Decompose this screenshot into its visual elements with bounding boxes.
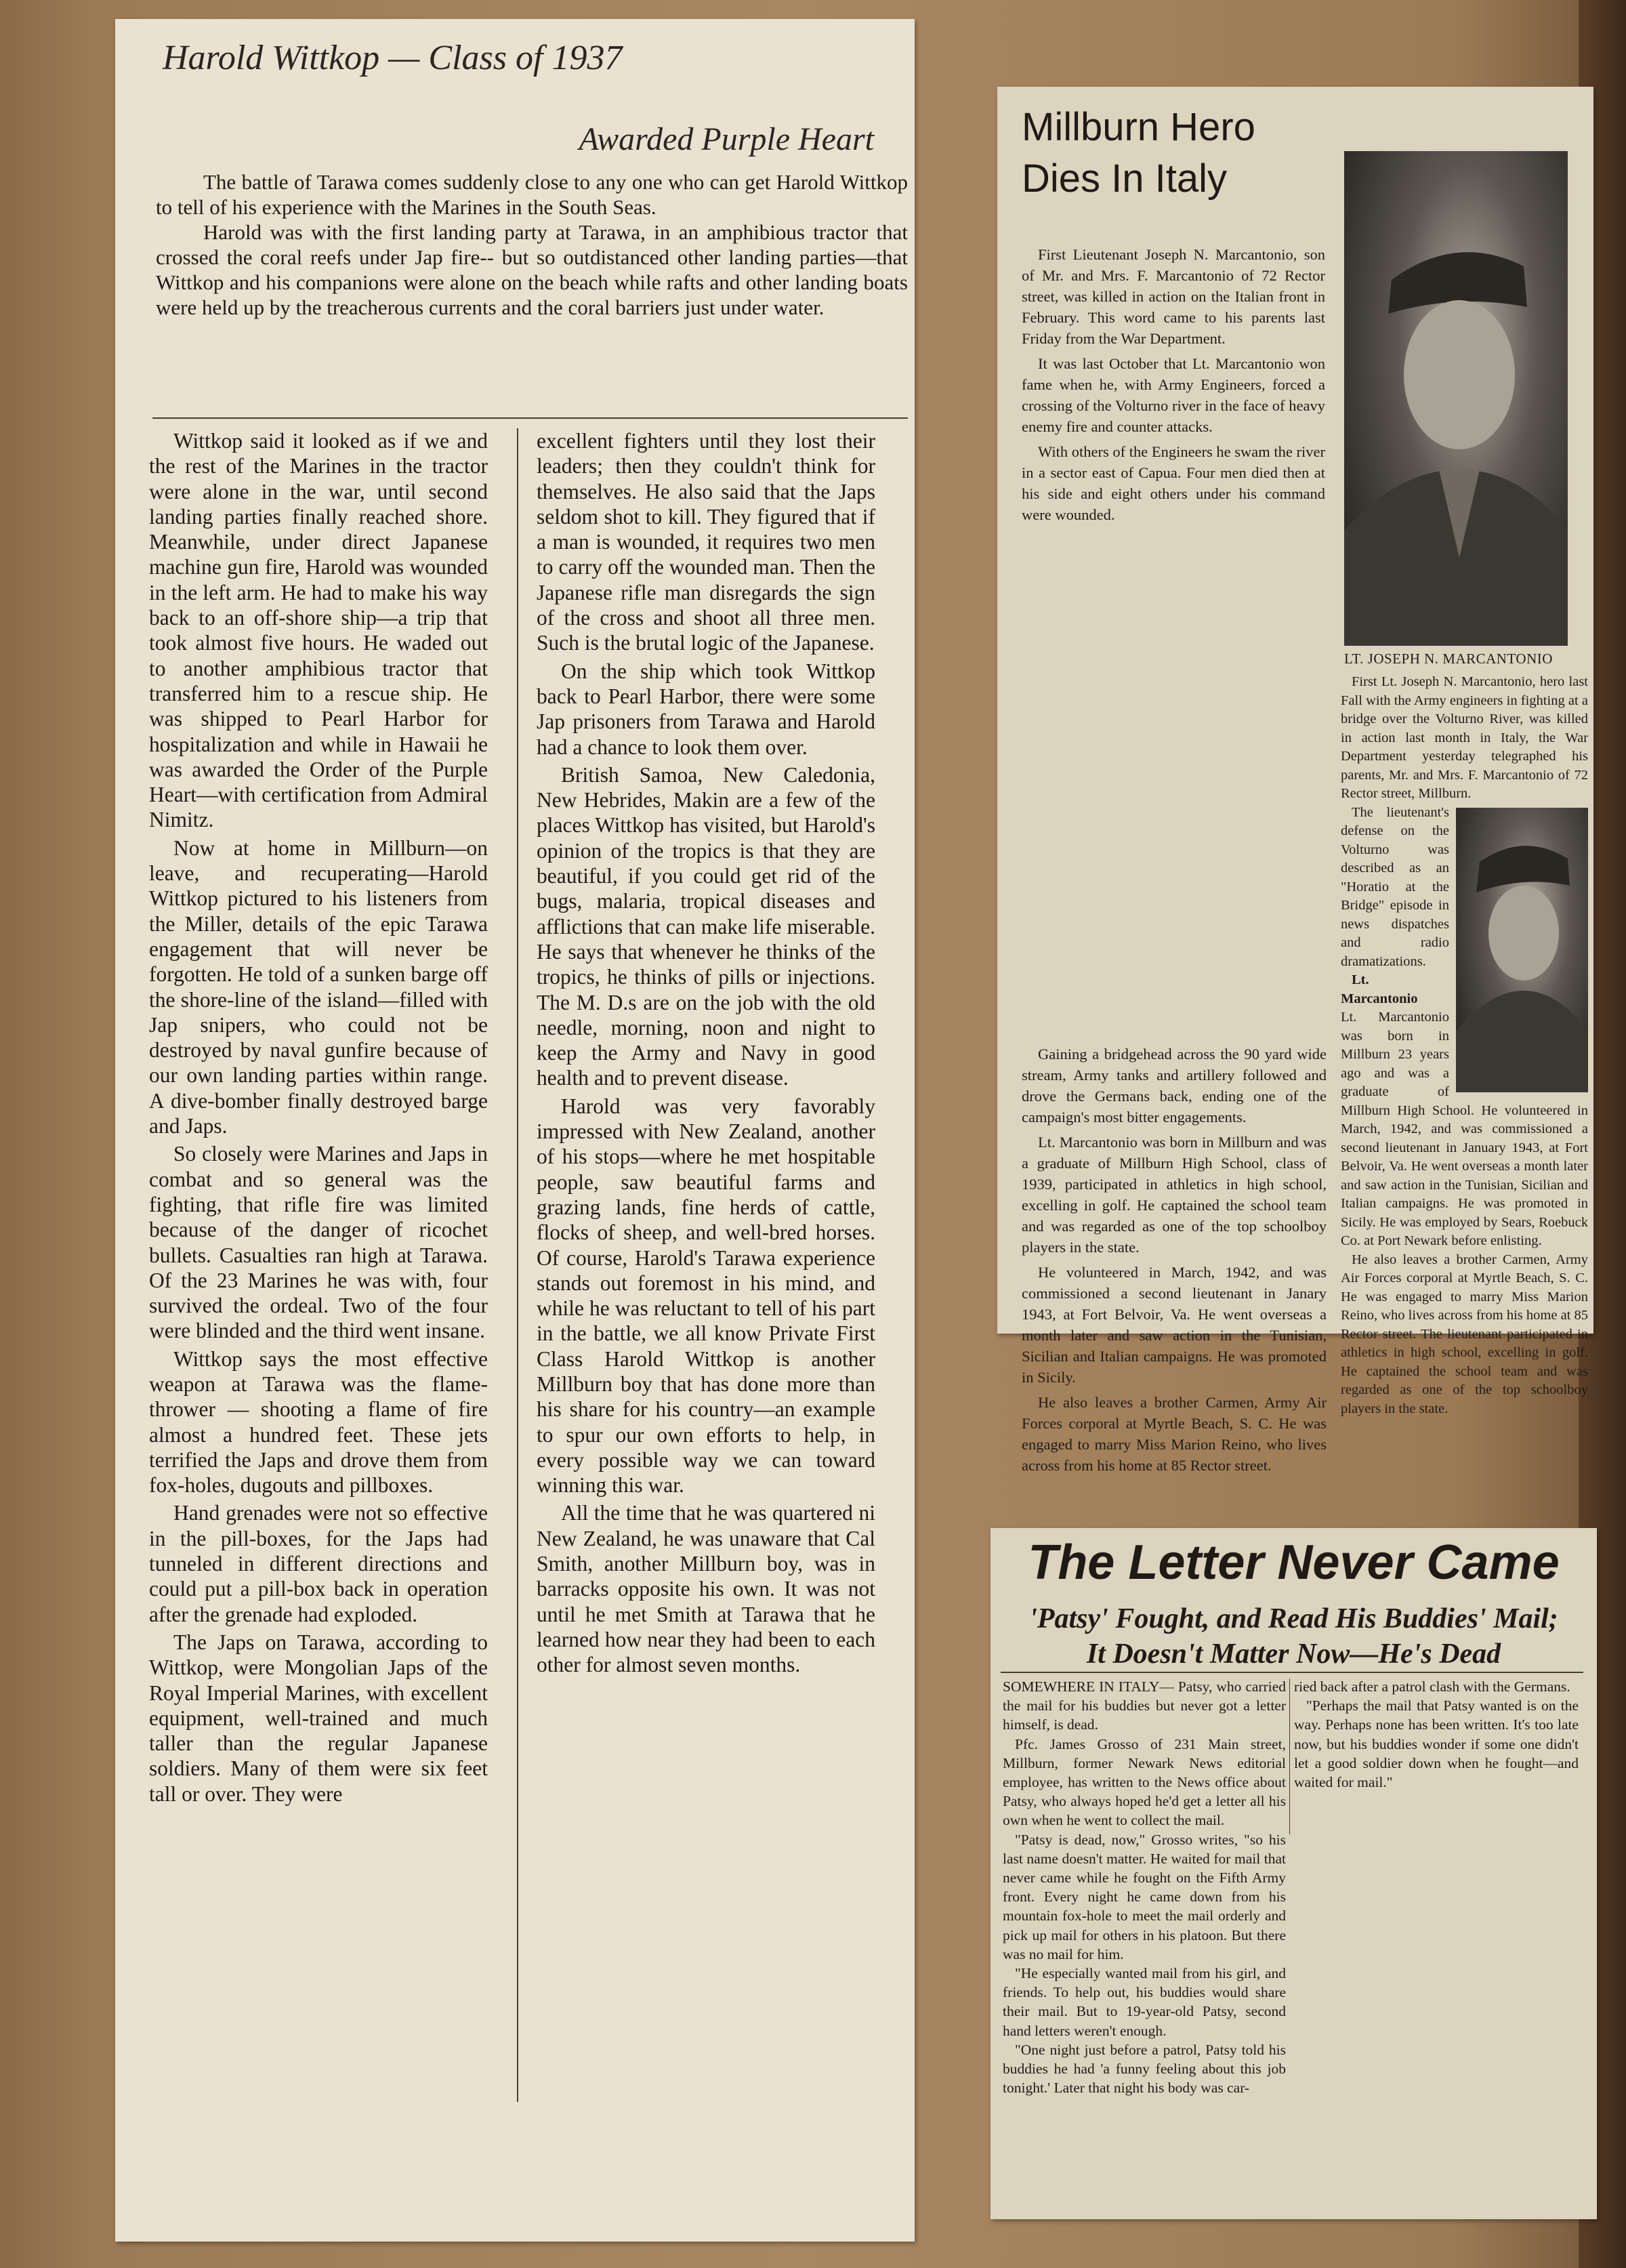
intro-paragraph: The battle of Tarawa comes suddenly close to any one who can get Harold Wittkop to tell of his experience with the Marines in the South Seas.: [156, 170, 908, 219]
deck-line-1: 'Patsy' Fought, and Read His Buddies' Mail;: [1029, 1603, 1558, 1634]
article-paragraph: All the time that he was quartered ni New Zealand, he was unaware that Cal Smith, another Millburn boy, was in barracks opposite his own. It was not until he met Smith at Tarawa that he learned how near they had been to each other for almost seven months.: [537, 1501, 875, 1677]
article-paragraph: "Patsy is dead, now," Grosso writes, "so his last name doesn't matter. He waited for mail that never came while he fought on the Fifth Army front. Every night he came down from his mountain fox-hole to meet the mail orderly and pick up mail for others in his platoon. But there was no mail for him.: [1003, 1831, 1286, 1962]
article-paragraph: SOMEWHERE IN ITALY— Patsy, who carried the mail for his buddies but never got a letter himself, is dead.: [1003, 1678, 1286, 1733]
article-column-1: [1003, 1677, 1286, 2097]
portrait-photo: [1344, 151, 1568, 646]
article-paragraph: ried back after a patrol clash with the Germans.: [1294, 1678, 1570, 1695]
side-clipping: [1341, 673, 1588, 1418]
headline: The Letter Never Came: [1028, 1535, 1560, 1590]
deck-headline: [991, 1601, 1597, 1672]
article-paragraph: Pfc. James Grosso of 231 Main street, Millburn, former Newark News editorial employee, has written to the News office about Patsy, who always hoped he'd get a letter all his own when he went to collect the mail.: [1003, 1735, 1286, 1829]
article-paragraph: Wittkop says the most effective weapon at Tarawa was the flame-thrower — shooting a flame of fire almost a hundred feet. These jets terrified the Japs and drove them from fox-holes, dugouts and pillboxes.: [149, 1346, 488, 1498]
article-paragraph: Harold was very favorably impressed with New Zealand, another of his stops—where he met hospitable people, saw beautiful farms and grazing lands, fine herds of cattle, flocks of sheep, and well-bred horses. Of course, Harold's Tarawa experience stands out foremost in his mind, and while he was reluctant to tell of his part in the battle, we all know Private First Class Harold Wittkop is another Millburn boy that has done more than his share for his country—an example to spur our own efforts to help, in every possible way we can toward winning this war.: [537, 1094, 875, 1498]
deck-line-2: It Doesn't Matter Now—He's Dead: [1086, 1638, 1501, 1670]
article-paragraph: First Lieutenant Joseph N. Marcantonio, son of Mr. and Mrs. F. Marcantonio of 72 Rector street, was killed in action on the Italian front in February. This word came to his parents last Friday from the War Department.: [1022, 246, 1325, 347]
article-paragraph: With others of the Engineers he swam the river in a sector east of Capua. Four men died then at his side and eight others under his command were wounded.: [1022, 443, 1325, 523]
second-portrait-photo: [1456, 808, 1588, 1092]
article-paragraph: British Samoa, New Caledonia, New Hebrides, Makin are a few of the places Wittkop has visited, but Harold's opinion of the tropics is that they are beautiful, if you could get rid of the bugs, malaria, tropical diseases and afflictions that can make life miserable. He says that whenever he thinks of the tropics, he thinks of pills or injections. The M. D.s are on the job with the old needle, morning, noon and night to keep the Army and Navy in good health and to prevent disease.: [537, 762, 875, 1090]
article-column-2: [537, 428, 875, 1681]
letter-clipping: [991, 1528, 1597, 2219]
photo-caption: LT. JOSEPH N. MARCANTONIO: [1344, 651, 1553, 667]
article-paragraph: Gaining a bridgehead across the 90 yard wide stream, Army tanks and artillery followed and drove the Germans back, ending one of the campaign's most bitter engagements.: [1022, 1046, 1327, 1126]
article-paragraph: "Perhaps the mail that Patsy wanted is on the way. Perhaps none has been written. It's too late now, but his buddies wonder if some one didn't let a good soldier down when he fought—and waited for mail.": [1294, 1697, 1579, 1791]
article-paragraph: "One night just before a patrol, Patsy told his buddies he had 'a funny feeling about this job tonight.' Later that night his body was car-: [1003, 2041, 1286, 2097]
wittkop-clipping: [115, 19, 915, 2242]
column-rule-horizontal: [152, 417, 908, 419]
article-column-1: [149, 428, 488, 1809]
side-paragraph: The lieutenant's defense on the Volturno was described as an "Horatio at the Bridge" episode in news dispatches and radio dramatizations.: [1341, 804, 1449, 969]
article-column-2: [1294, 1677, 1579, 1792]
second-photo-caption: Lt. Marcantonio: [1341, 972, 1418, 1006]
article-paragraph: Now at home in Millburn—on leave, and recuperating—Harold Wittkop pictured to his listeners from the Miller, details of the epic Tarawa engagement that will never be forgotten. He told of a sunken barge off the shore-line of the island—filled with Jap snipers, who could not be destroyed by naval gunfire because of our own landing parties within range. A dive-bomber finally destroyed barge and Japs.: [149, 836, 488, 1138]
article-continued: [1022, 1044, 1327, 1480]
clipping-subtitle: Awarded Purple Heart: [579, 121, 874, 157]
column-rule-vertical: [1289, 1678, 1290, 1834]
deck-rule: [1001, 1672, 1583, 1673]
article-paragraph: Hand grenades were not so effective in the pill-boxes, for the Japs had tunneled in different directions and could put a pill-box back in operation after the grenade had exploded.: [149, 1501, 488, 1626]
article-paragraph: "He especially wanted mail from his girl, and friends. To help out, his buddies would share their mail. But to 19-year-old Patsy, second hand letters weren't enough.: [1003, 1965, 1286, 2039]
marcantonio-clipping: [997, 87, 1593, 1474]
side-paragraph-text: Lt. Marcantonio was born in Millburn 23 years ago and was a graduate of Millburn High School. He volunteered in March, 1942, and was commissioned a second lieutenant in January 1943, at Fort Belvoir, Va. He went overseas a month later and saw action in the Tunisian, Sicilian and Italian campaigns. He was promoted in Sicily. He was employed by Sears, Roebuck Co. at Port Newark before enlisting.: [1341, 1010, 1588, 1248]
article-paragraph: Wittkop said it looked as if we and the rest of the Marines in the tractor were alone in the war, until second landing parties finally reached shore. Meanwhile, under direct Japanese machine gun fire, Harold was wounded in the left arm. He had to make his way back to an off-shore ship—a trip that took almost five hours. He waded out to another amphibious tractor that transferred him to a rescue ship. He was shipped to Pearl Harbor for hospitalization and while in Hawaii he was awarded the Order of the Purple Heart—with certification from Admiral Nimitz.: [149, 429, 488, 832]
headline: Millburn Hero Dies In Italy: [1022, 105, 1255, 201]
intro-paragraphs: [156, 169, 908, 320]
article-paragraph: Lt. Marcantonio was born in Millburn and was a graduate of Millburn High School, class of 1939, participated in athletics in high school, excelling in golf. He captained the school team and was regarded as one of the top schoolboy players in the state.: [1022, 1134, 1327, 1256]
intro-paragraph: Harold was with the first landing party at Tarawa, in an amphibious tractor that crossed the coral reefs under Jap fire-- but so outdistanced other landing parties—that Wittkop and his companions were alone on the beach while rafts and other landing boats were held up by the treacherous currents and the coral barriers just under water.: [156, 220, 908, 319]
clipping-title: Harold Wittkop — Class of 1937: [163, 39, 623, 77]
column-rule-vertical: [517, 428, 518, 2102]
article-main: [1022, 244, 1325, 529]
article-paragraph: It was last October that Lt. Marcantonio won fame when he, with Army Engineers, forced a crossing of the Volturno river in the face of heavy enemy fire and counter attacks.: [1022, 355, 1325, 435]
article-paragraph: The Japs on Tarawa, according to Wittkop, were Mongolian Japs of the Royal Imperial Marines, with excellent equipment, well-trained and much taller than the regular Japanese soldiers. Many of them were six feet tall or over. They were: [149, 1630, 488, 1806]
side-paragraph: First Lt. Joseph N. Marcantonio, hero last Fall with the Army engineers in fighting at a bridge over the Volturno River, was killed in action last month in Italy, the War Department yesterday telegraphed his parents, Mr. and Mrs. F. Marcantonio of 72 Rector street, Millburn.: [1341, 674, 1588, 801]
article-paragraph: He also leaves a brother Carmen, Army Air Forces corporal at Myrtle Beach, S. C. He was engaged to marry Miss Marion Reino, who lives across from his home at 85 Rector street.: [1022, 1394, 1327, 1474]
article-paragraph: So closely were Marines and Japs in combat and so general was the fighting, that rifle fire was limited because of the danger of ricochet bullets. Casualties ran high at Tarawa. Of the 23 Marines he was with, four survived the ordeal. Two of the four were blinded and the third went insane.: [149, 1142, 488, 1343]
article-paragraph: He volunteered in March, 1942, and was commissioned a second lieutenant in Janary 1943, at Fort Belvoir, Va. He went overseas a month later and saw action in the Tunisian, Sicilian and Italian campaigns. He was promoted in Sicily.: [1022, 1264, 1327, 1386]
article-paragraph: excellent fighters until they lost their leaders; then they couldn't think for themselves. He also said that the Japs seldom shot to kill. They figured that if a man is wounded, it requires two men to carry off the wounded man. Then the Japanese rifle man disregards the sign of the cross and shoot all three men. Such is the brutal logic of the Japanese.: [537, 429, 875, 655]
side-paragraph: He also leaves a brother Carmen, Army Air Forces corporal at Myrtle Beach, S. C. He was engaged to marry Miss Marion Reino, who lives across from his home at 85 Rector street. The lieutenant participated in athletics in high school, excelling in golf. He captained the school team and was regarded as one of the top schoolboy players in the state.: [1341, 1252, 1588, 1416]
article-paragraph: On the ship which took Wittkop back to Pearl Harbor, there were some Jap prisoners from Tarawa and Harold had a chance to look them over.: [537, 659, 875, 759]
